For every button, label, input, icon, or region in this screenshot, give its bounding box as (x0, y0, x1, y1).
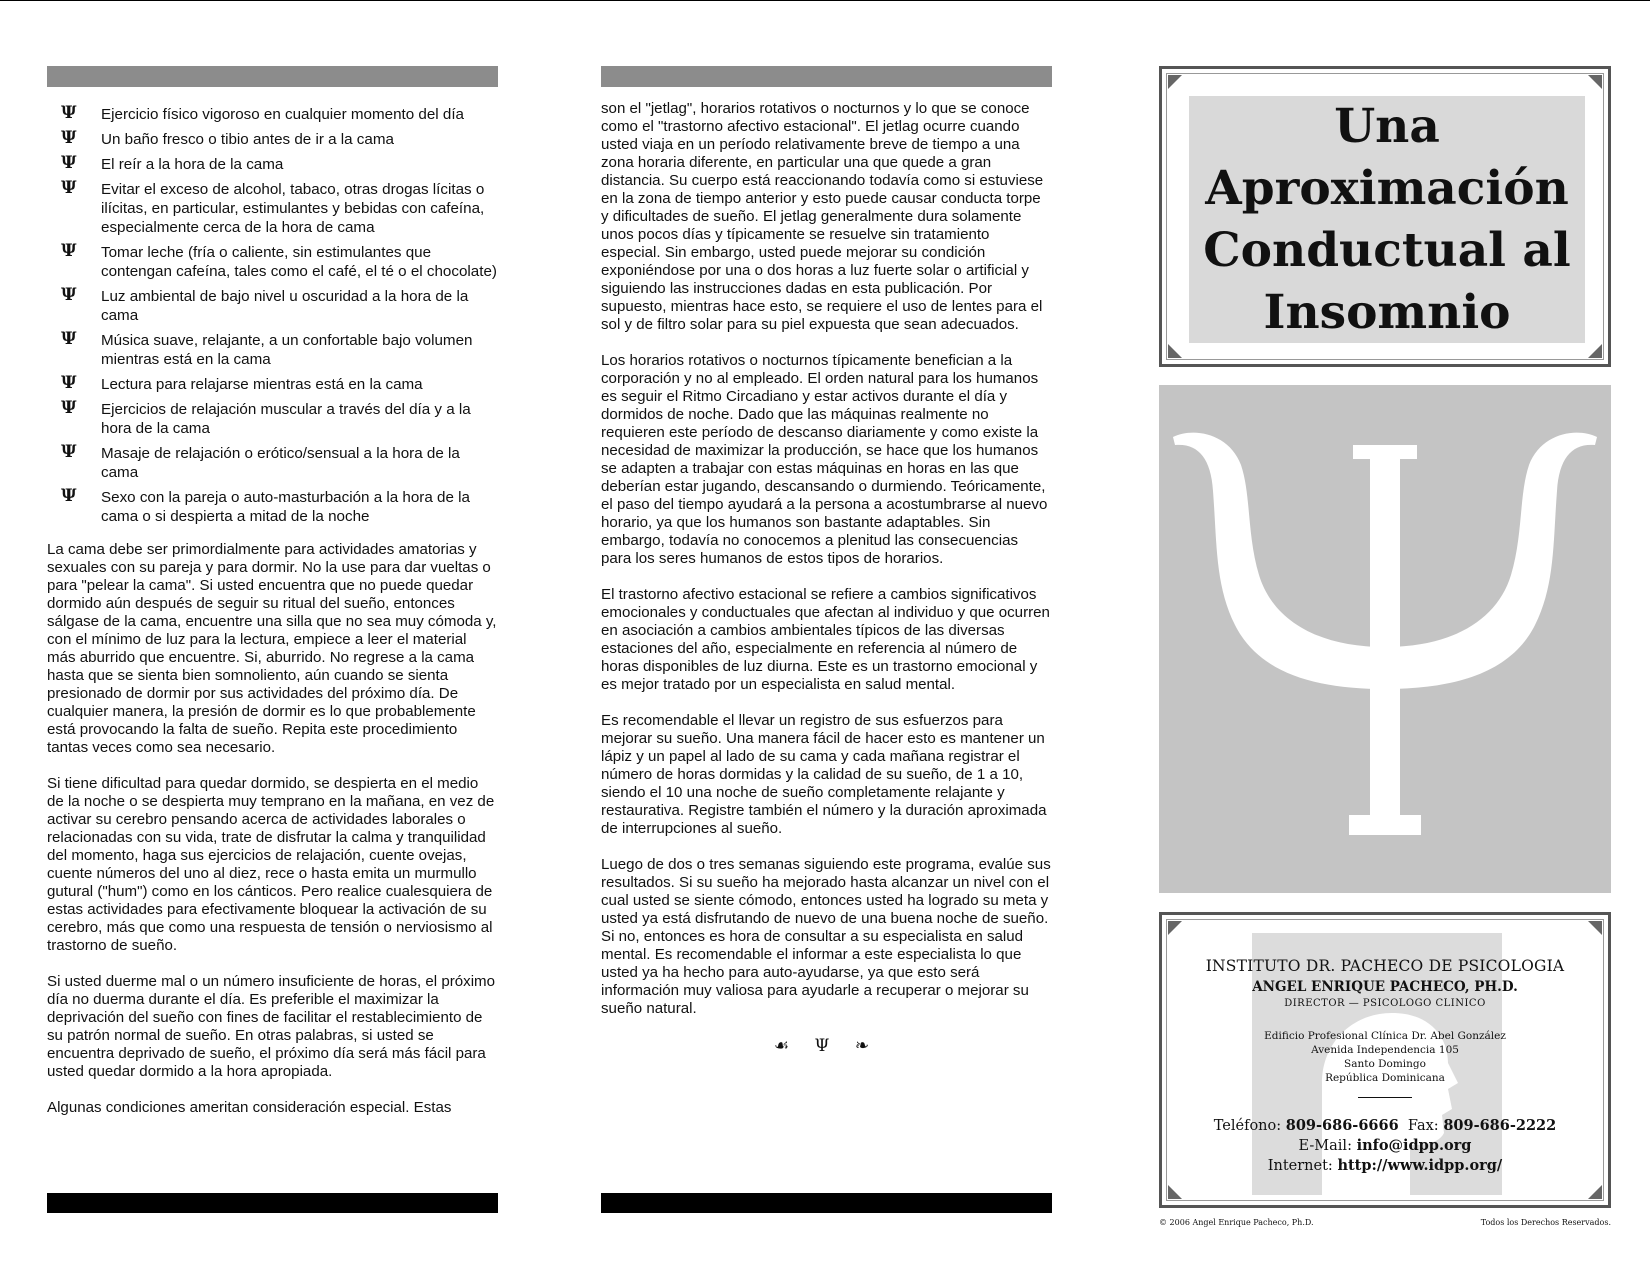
fleuron-ornament: ☙ Ψ ❧ (773, 1036, 880, 1056)
tips-list (47, 105, 498, 526)
paragraph: Luego de dos o tres semanas siguiendo este programa, evalúe sus resultados. Si su sueño ha mejorado hasta alcanzar un nivel con el cual usted se siente cómodo, entonces usted ha logrado su meta y usted ya está disfrutando de nuevo de una buena noche de sueño. Si no, entonces es hora de consultar a su especialista en salud mental. Es recomendable el informar a este especialista lo que usted ya ha hecho para auto-ayudarse, ya que esto será información muy valiosa para ayudarle a recuperar o mejorar su sueño natural. (601, 856, 1051, 1017)
middle-header-bar (601, 66, 1052, 87)
list-item: Ψ Evitar el exceso de alcohol, tabaco, otras drogas lícitas o ilícitas, en particular, estimulantes y bebidas con cafeína, especialmente cerca de la hora de cama (61, 178, 485, 236)
list-item: Ψ Luz ambiental de bajo nivel u oscuridad a la hora de la cama (61, 285, 469, 324)
corner-ornament-icon (1588, 75, 1602, 89)
website-link[interactable]: http://www.idpp.org/ (1337, 1157, 1503, 1174)
list-item: Ψ Un baño fresco o tibio antes de ir a la cama (61, 128, 394, 148)
list-item: Ψ Sexo con la pareja o auto-masturbación a la hora de la cama o si despierta a mitad de la noche (61, 486, 470, 525)
address-line: Avenida Independencia 105 (1311, 1044, 1459, 1056)
left-body-text (47, 541, 498, 1117)
psi-bullet-icon: Ψ (61, 103, 77, 123)
list-item: Ψ El reír a la hora de la cama (61, 153, 284, 173)
corner-ornament-icon (1588, 344, 1602, 358)
contact-lines (1162, 1116, 1608, 1176)
list-item: Ψ Ejercicios de relajación muscular a través del día y a la hora de la cama (61, 398, 471, 437)
paragraph: Algunas condiciones ameritan consideración especial. Estas (47, 1099, 452, 1116)
psi-bullet-icon: Ψ (61, 373, 77, 393)
psi-bullet-icon: Ψ (61, 442, 77, 462)
middle-footer-bar (601, 1193, 1052, 1213)
paragraph: Es recomendable el llevar un registro de sus esfuerzos para mejorar su sueño. Una manera fácil de hacer esto es mantener un lápiz y un papel al lado de su cama y cada mañana registrar el número de horas dormidas y la calidad de su sueño, de 1 a 10, siendo el 10 una noche de sueño completamente relajante y restaurativa. Registre también el número y la duración aproximada de interrupciones al sueño. (601, 712, 1047, 837)
list-item: Ψ Ejercicio físico vigoroso en cualquier momento del día (61, 103, 464, 123)
page-title: Una Aproximación Conductual al Insomnio (1203, 98, 1571, 340)
psi-symbol-icon (1159, 385, 1611, 893)
psi-emblem (1159, 385, 1611, 893)
email-line: E-Mail: info@idpp.org (1298, 1137, 1472, 1154)
list-item: Ψ Música suave, relajante, a un confortable bajo volumen mientras está en la cama (61, 329, 473, 368)
director-role: DIRECTOR — PSICOLOGO CLINICO (1284, 998, 1486, 1009)
paragraph: La cama debe ser primordialmente para actividades amatorias y sexuales con su pareja y para dormir. No la use para dar vueltas o para "pelear la cama". Si usted encuentra que no puede quedar dormido aún después de seguir su ritual del sueño, entonces sálgase de la cama, encuentre una silla que no sea muy cómoda y, con el mínimo de luz para la lectura, empiece a leer el material más aburrido que encuentre. Si, aburrido. No regrese a la cama hasta que se sienta bien somnoliento, aún cuando se sienta presionado de dormir por sus actividades del próximo día. De cualquier manera, la presión de dormir es lo que probablemente está provocando la falta de sueño. Repita este procedimiento tantas veces como sea necesario. (47, 541, 497, 756)
contact-info (1162, 915, 1608, 1205)
psi-bullet-icon: Ψ (61, 285, 77, 305)
left-column (47, 66, 498, 1135)
left-footer-bar (47, 1193, 498, 1213)
internet-line: Internet: http://www.idpp.org/ (1267, 1157, 1503, 1174)
psi-bullet-icon: Ψ (61, 128, 77, 148)
psi-bullet-icon: Ψ (61, 241, 77, 261)
phone-line: Teléfono: 809-686-6666 Fax: 809-686-2222 (1213, 1117, 1557, 1134)
middle-column (601, 66, 1052, 1056)
paragraph: son el "jetlag", horarios rotativos o nocturnos y lo que se conoce como el "trastorno afectivo estacional". El jetlag ocurre cuando usted viaja en un período relativamente breve de tiempo a una zona horaria diferente, en particular una que quede a gran distancia. Su cuerpo está reaccionando todavía como si estuviese en la zona de tiempo anterior y esto puede causar conducta torpe y dificultades de sueño. El jetlag generalmente dura solamente unos pocos días y típicamente se resuelve sin tratamiento especial. Sin embargo, usted puede mejorar su condición exponiéndose por una o dos horas a luz fuerte solar o artificial y siguiendo las instrucciones dadas en esta publicación. Por supuesto, mientras hace esto, se requiere el uso de lentes para el sol y de filtro solar para su piel expuesta que sean adecuados. (601, 100, 1044, 333)
psi-bullet-icon: Ψ (61, 153, 77, 173)
psi-bullet-icon: Ψ (61, 398, 77, 418)
copyright-notice: © 2006 Angel Enrique Pacheco, Ph.D. (1159, 1218, 1314, 1227)
psi-bullet-icon: Ψ (61, 486, 77, 506)
title-frame (1159, 66, 1611, 367)
phone-number: 809-686-6666 (1285, 1117, 1399, 1134)
psi-bullet-icon: Ψ (61, 178, 77, 198)
top-rule (0, 0, 1650, 1)
director-name: ANGEL ENRIQUE PACHECO, PH.D. (1252, 979, 1518, 995)
paragraph: Los horarios rotativos o nocturnos típicamente benefician a la corporación y no al empleado. El orden natural para los humanos es seguir el Ritmo Circadiano y estar activos durante el día y dormidos de noche. Dado que las máquinas realmente no requieren este período de descanso diariamente y como existe la necesidad de maximizar la producción, se hace que los humanos se adapten a trabajar con estas máquinas en horas en las que deberían estar jugando, descansando o durmiendo. Teóricamente, el paso del tiempo ayudará a la persona a acostumbrarse al nuevo horario, ya que los humanos son bastante adaptables. Sin embargo, todavía no conocemos a plenitud las consecuencias para los seres humanos de estos tipos de horarios. (601, 352, 1048, 567)
middle-body-text (601, 100, 1052, 1018)
rights-notice: Todos los Derechos Reservados. (1480, 1218, 1611, 1227)
corner-ornament-icon (1168, 75, 1182, 89)
fax-number: 809-686-2222 (1443, 1117, 1557, 1134)
list-item: Ψ Lectura para relajarse mientras está en la cama (61, 373, 423, 393)
institute-name: INSTITUTO DR. PACHECO DE PSICOLOGIA (1205, 957, 1565, 975)
address-line: República Dominicana (1325, 1072, 1445, 1084)
corner-ornament-icon (1168, 344, 1182, 358)
contact-frame (1159, 912, 1611, 1208)
list-item: Ψ Tomar leche (fría o caliente, sin estimulantes que contengan cafeína, tales como el café, el té o el chocolate) (61, 241, 497, 280)
paragraph: El trastorno afectivo estacional se refiere a cambios significativos emocionales y conductuales que afectan al individuo y que ocurren en asociación a cambios ambientales típicos de las diversas estaciones del año, especialmente en referencia al número de horas disponibles de luz diurna. Este es un trastorno emocional y es mejor tratado por un especialista en salud mental. (601, 586, 1050, 693)
title-box (1189, 96, 1585, 343)
address (1162, 1029, 1608, 1085)
address-line: Edificio Profesional Clínica Dr. Abel González (1264, 1030, 1506, 1042)
divider (1358, 1097, 1412, 1098)
left-header-bar (47, 66, 498, 87)
psi-bullet-icon: Ψ (61, 329, 77, 349)
paragraph: Si tiene dificultad para quedar dormido, se despierta en el medio de la noche o se despierta muy temprano en la mañana, en vez de activar su cerebro pensando acerca de actividades laborales o relacionadas con su vida, trate de disfrutar la calma y tranquilidad del momento, haga sus ejercicios de relajación, cuente ovejas, cuente números del uno al diez, rece o hasta emita un murmullo gutural ("hum") como en los cánticos. Pero realice cualesquiera de estas actividades para efectivamente bloquear la activación de su cerebro, más que como una respuesta de tensión o nerviosismo al trastorno de sueño. (47, 775, 495, 954)
list-item: Ψ Masaje de relajación o erótico/sensual a la hora de la cama (61, 442, 460, 481)
email-link[interactable]: info@idpp.org (1356, 1137, 1472, 1154)
address-line: Santo Domingo (1344, 1058, 1426, 1070)
paragraph: Si usted duerme mal o un número insuficiente de horas, el próximo día no duerma durante el día. Es preferible el maximizar la deprivación del sueño con fines de facilitar el restablecimiento de su patrón normal de sueño. En otras palabras, si usted se encuentra deprivado de sueño, el próximo día será más fácil para usted quedar dormido a la hora apropiada. (47, 973, 496, 1080)
